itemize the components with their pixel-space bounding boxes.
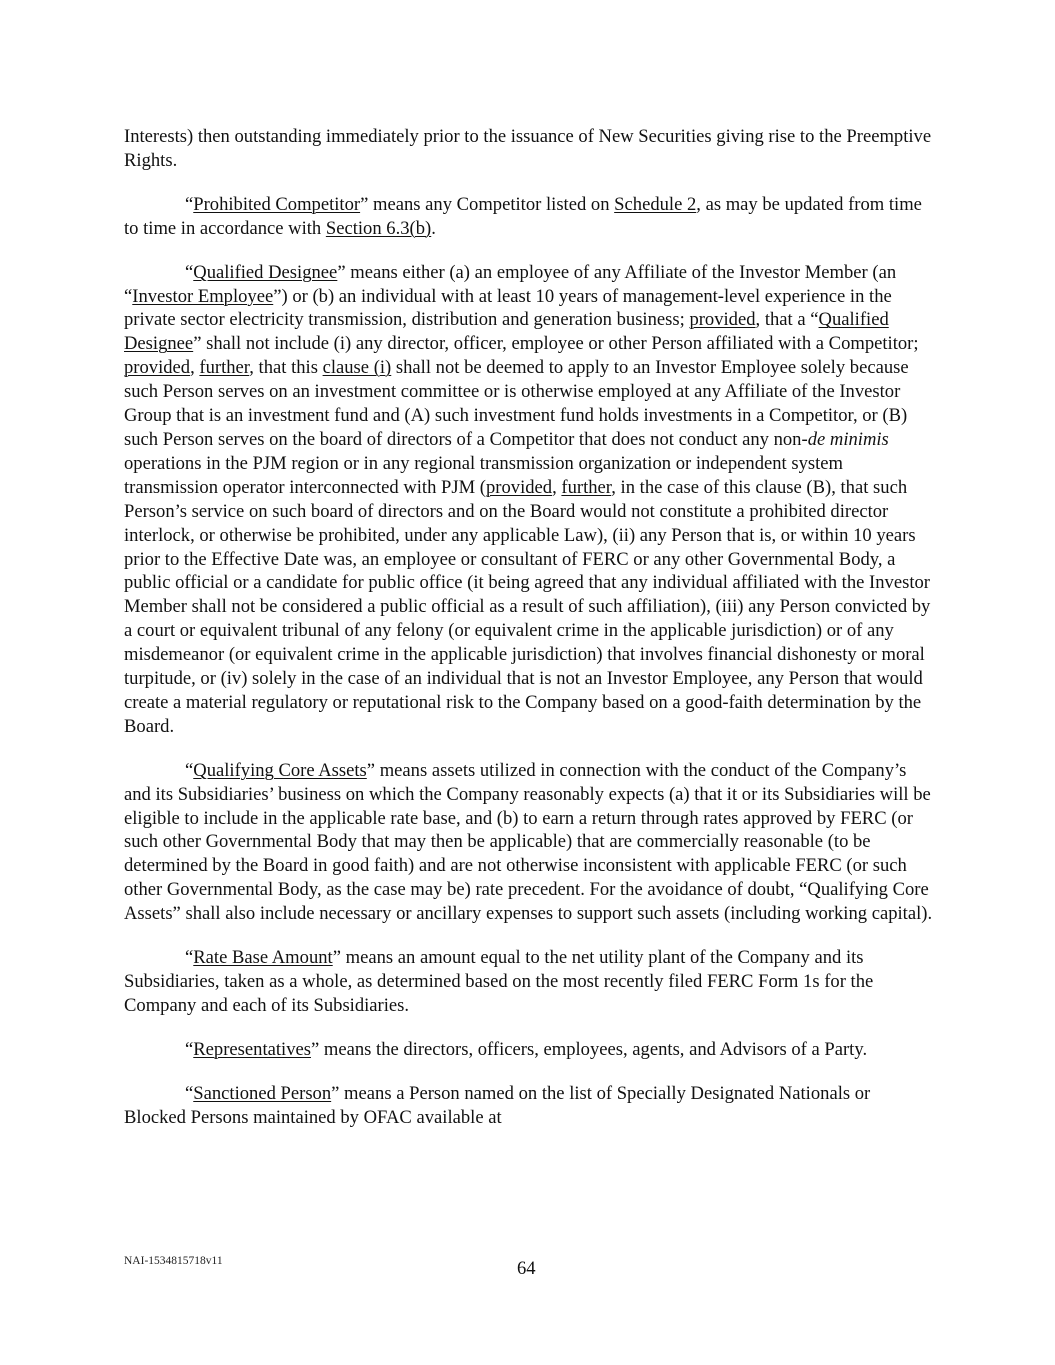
defined-term: further: [561, 476, 612, 498]
text-run: ,: [190, 357, 200, 379]
defined-term: clause (i): [322, 357, 392, 379]
text-run: , in the case of this clause (B), that such Person’s service on such board of directors and on the Board would not constitute a prohibited director interlock, or otherwise be prohibited, under any applicable Law), (ii) any Person that is, or within 10 years prior to the Effective Date was, an employee or consultant of FERC or any other Governmental Body, a public official or a candidate for public office (it being agreed that any individual affiliated with the Investor Member shall not be considered a public official as a result of such affiliation), (iii) any Person convicted by a court or equivalent tribunal of any felony (or equivalent crime in the applicable jurisdiction) or of any misdemeanor (or equivalent crime in the applicable jurisdiction) that involves financial dishonesty or moral turpitude, or (iv) solely in the case of an individual that is not an Investor Employee, any Person that would create a material regulatory or reputational risk to the Company based on a good-faith determination by the Board.: [124, 476, 931, 737]
defined-term: Qualifying Core Assets: [193, 759, 367, 781]
defined-term: provided: [124, 357, 191, 379]
defined-term: Rate Base Amount: [193, 947, 333, 969]
text-run: “: [185, 193, 194, 215]
defined-term: provided: [689, 309, 756, 331]
defined-term: Qualified Designee: [193, 261, 338, 283]
paragraph: [124, 759, 936, 926]
text-run: operations in the PJM region or in any regional transmission organization or independent system transmission operator interconnected with PJM (: [124, 452, 844, 498]
text-run: ” means a Person named on the list of Specially Designated Nationals or Blocked Persons maintained by OFAC available at: [124, 1082, 871, 1128]
document-body: [124, 125, 936, 1150]
text-run: ”) or (b) an individual with at least 10 years of management-level experience in the private sector electricity transmission, distribution and generation business;: [124, 285, 892, 331]
text-run: Interests) then outstanding immediately prior to the issuance of New Securities giving rise to the Preemptive Rights.: [124, 126, 932, 171]
defined-term: Prohibited Competitor: [193, 193, 361, 215]
text-run: “: [185, 261, 194, 283]
text-run: , as may be updated from time to time in accordance with: [124, 193, 922, 239]
defined-term: Schedule 2: [614, 193, 697, 215]
defined-term: Representatives: [193, 1038, 311, 1060]
italic-text: de minimis: [807, 428, 889, 450]
paragraph: [124, 261, 936, 739]
paragraph: [124, 193, 936, 241]
text-run: , that this: [249, 357, 323, 379]
text-run: “: [185, 947, 194, 969]
text-run: “: [185, 1038, 194, 1060]
paragraph: [124, 1038, 936, 1062]
text-run: ” means either (a) an employee of any Affiliate of the Investor Member (an “: [124, 261, 897, 307]
text-run: , that a “: [755, 309, 819, 331]
defined-term: Sanctioned Person: [193, 1082, 332, 1104]
text-run: ” means an amount equal to the net utility plant of the Company and its Subsidiaries, taken as a whole, as determined based on the most recently filed FERC Form 1s for the Company and each of its Subsidiaries.: [124, 947, 874, 1016]
defined-term: provided: [486, 476, 553, 498]
text-run: ” means assets utilized in connection with the conduct of the Company’s and its Subsidiaries’ business on which the Company reasonably expects (a) that it or its Subsidiaries will be eligible to include in the applicable rate base, and (b) to earn a return through rates approved by FERC (or such other Governmental Body that may then be applicable) that are commercially reasonable (to be determined by the Board in good faith) and are not otherwise inconsistent with applicable FERC (or such other Governmental Body, as the case may be) rate precedent. For the avoidance of doubt, “Qualifying Core Assets” shall also include necessary or ancillary expenses to support such assets (including working capital).: [124, 759, 933, 925]
defined-term: Investor Employee: [132, 285, 274, 307]
text-run: “: [185, 1082, 194, 1104]
text-run: ,: [552, 476, 562, 498]
document-id: NAI-1534815718v11: [124, 1255, 223, 1267]
defined-term: Qualified Designee: [124, 309, 889, 355]
paragraph: [124, 1082, 936, 1130]
page-number: 64: [517, 1258, 536, 1279]
text-run: .: [431, 217, 436, 239]
text-run: ” means any Competitor listed on: [360, 193, 615, 215]
paragraph: [124, 946, 936, 1018]
paragraph: [124, 125, 936, 173]
text-run: ” means the directors, officers, employees, agents, and Advisors of a Party.: [310, 1038, 868, 1060]
text-run: “: [185, 759, 194, 781]
text-run: ” shall not include (i) any director, officer, employee or other Person affiliated with a Competitor;: [193, 333, 919, 355]
defined-term: Section 6.3(b): [325, 217, 432, 239]
defined-term: further: [199, 357, 250, 379]
text-run: shall not be deemed to apply to an Investor Employee solely because such Person serves on an investment committee or is otherwise employed at any Affiliate of the Investor Group that is an investment fund and (A) such investment fund holds investments in a Competitor, or (B) such Person serves on the board of directors of a Competitor that does not conduct any non-: [124, 357, 909, 450]
